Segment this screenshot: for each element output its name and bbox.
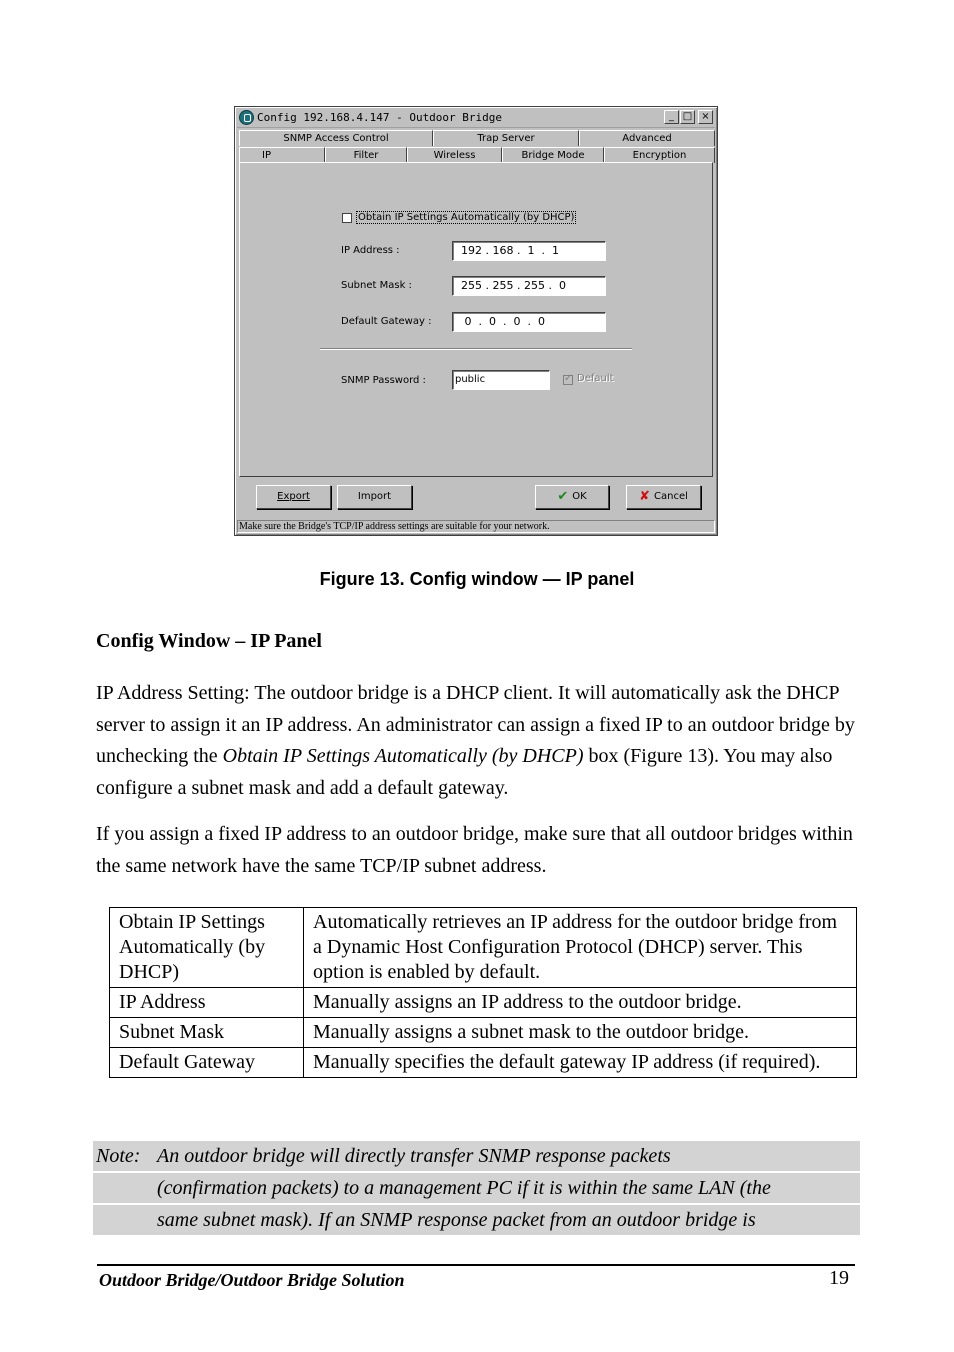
separator	[320, 348, 632, 350]
tab-bridge-mode[interactable]: Bridge Mode	[502, 147, 604, 163]
tab-encryption[interactable]: Encryption	[604, 147, 715, 163]
note-text: (confirmation packets) to a management PC if it is within the same LAN (the	[157, 1177, 771, 1199]
paragraph1-text-a: IP Address Setting: The outdoor bridge is a DHCP client. It will automatically ask the DHCP server to assign it an IP address. An administrator can assign a fixed IP to an outdoor bridge by unchecking the	[96, 682, 855, 767]
cancel-button-label: Cancel	[654, 491, 688, 502]
default-checkbox-label: Default	[577, 373, 614, 384]
paragraph1-emphasis: Obtain IP Settings Automatically (by DHCP)	[222, 745, 584, 767]
cancel-button[interactable]	[626, 485, 701, 509]
page-number: 19	[829, 1267, 849, 1289]
paragraph-ip-address-setting	[96, 678, 866, 804]
dhcp-checkbox[interactable]	[342, 213, 352, 223]
minimize-button[interactable]: _	[664, 110, 679, 124]
table-term: Default Gateway	[110, 1048, 304, 1078]
tab-ip[interactable]: IP	[239, 147, 325, 165]
ip-panel	[239, 162, 713, 477]
title-bar[interactable]	[237, 109, 715, 128]
table-row	[110, 908, 857, 988]
default-gateway-field[interactable]: 0 . 0 . 0 . 0	[452, 312, 606, 332]
config-window	[234, 106, 718, 536]
tab-wireless[interactable]: Wireless	[407, 147, 502, 163]
dhcp-checkbox-label[interactable]: Obtain IP Settings Automatically (by DHCP)	[358, 212, 575, 223]
subnet-mask-label: Subnet Mask :	[341, 280, 412, 291]
note-box	[93, 1141, 860, 1237]
footer-title: Outdoor Bridge/Outdoor Bridge Solution	[99, 1270, 405, 1290]
table-term: Obtain IP Settings Automatically (by DHCP)	[110, 908, 304, 988]
note-text: same subnet mask). If an SNMP response packet from an outdoor bridge is	[157, 1209, 756, 1231]
close-button[interactable]: ×	[698, 110, 713, 124]
maximize-button[interactable]: □	[680, 110, 695, 124]
snmp-password-label: SNMP Password :	[341, 375, 426, 386]
table-description: Manually specifies the default gateway IP address (if required).	[304, 1048, 857, 1078]
table-row	[110, 988, 857, 1018]
export-button[interactable]	[256, 485, 331, 509]
paragraph1-text-b: box (Figure 13). You may also configure a subnet mask and add a default gateway.	[96, 745, 833, 799]
table-description: Manually assigns a subnet mask to the outdoor bridge.	[304, 1018, 857, 1048]
figure-caption: Figure 13. Config window — IP panel	[319, 569, 635, 589]
table-row	[110, 1048, 857, 1078]
checkmark-icon: ✔	[557, 489, 569, 504]
note-line	[93, 1141, 860, 1171]
default-gateway-label: Default Gateway :	[341, 316, 432, 327]
note-text: An outdoor bridge will directly transfer SNMP response packets	[157, 1145, 671, 1167]
note-lead: Note:	[96, 1145, 141, 1167]
settings-table	[109, 907, 857, 1078]
import-button-label: Import	[357, 491, 392, 502]
ip-address-label: IP Address :	[341, 245, 400, 256]
snmp-password-field[interactable]: public	[452, 370, 550, 390]
table-term: Subnet Mask	[110, 1018, 304, 1048]
section-heading: Config Window – IP Panel	[96, 630, 322, 652]
note-line	[93, 1173, 860, 1203]
table-description: Automatically retrieves an IP address for the outdoor bridge from a Dynamic Host Configuration Protocol (DHCP) server. This option is enabled by default.	[304, 908, 857, 988]
cancel-x-icon: ✘	[639, 489, 650, 504]
status-bar: Make sure the Bridge's TCP/IP address settings are suitable for your network.	[237, 520, 715, 533]
export-button-label: Export	[277, 491, 310, 502]
default-checkbox[interactable]	[563, 375, 573, 385]
subnet-mask-field[interactable]: 255 . 255 . 255 . 0	[452, 276, 606, 296]
footer-rule	[97, 1264, 855, 1266]
note-line	[93, 1205, 860, 1235]
table-description: Manually assigns an IP address to the outdoor bridge.	[304, 988, 857, 1018]
tab-trap-server[interactable]: Trap Server	[433, 130, 579, 146]
tab-row-top	[239, 130, 713, 146]
ok-button-label: OK	[572, 491, 587, 502]
tab-row-bottom	[239, 147, 713, 163]
table-term: IP Address	[110, 988, 304, 1018]
ok-button[interactable]	[535, 485, 609, 509]
import-button[interactable]	[337, 485, 412, 509]
ip-address-field[interactable]: 192 . 168 . 1 . 1	[452, 241, 606, 261]
tab-snmp-access-control[interactable]: SNMP Access Control	[239, 130, 433, 146]
tab-advanced[interactable]: Advanced	[579, 130, 715, 146]
paragraph2-text: If you assign a fixed IP address to an outdoor bridge, make sure that all outdoor bridges within the same network have the same TCP/IP subnet address.	[96, 823, 853, 877]
paragraph-fixed-ip	[96, 819, 866, 882]
table-row	[110, 1018, 857, 1048]
tab-filter[interactable]: Filter	[325, 147, 407, 163]
window-title: Config 192.168.4.147 - Outdoor Bridge	[257, 111, 503, 124]
app-icon	[239, 110, 254, 125]
